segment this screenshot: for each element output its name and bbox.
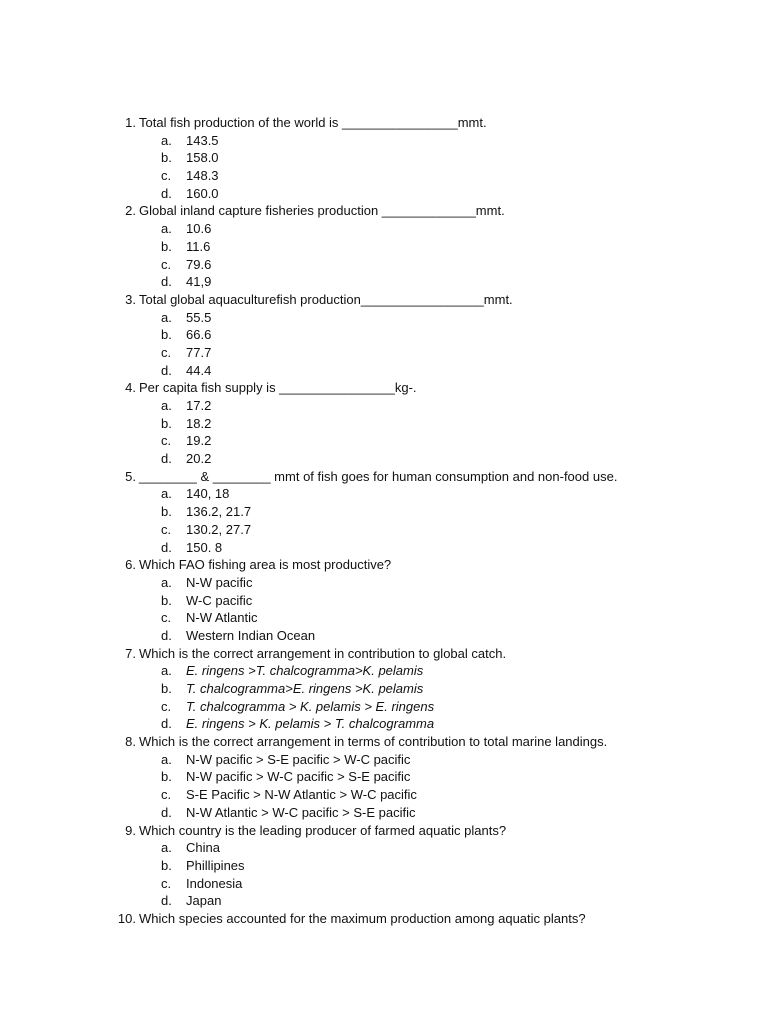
option-text: 148.3 — [186, 168, 219, 184]
option-text: Indonesia — [186, 875, 243, 891]
option-text: 18.2 — [186, 415, 212, 431]
question-number: 1. — [125, 115, 136, 130]
option-letter: d. — [161, 539, 172, 555]
question-text: Which species accounted for the maximum production among aquatic plants? — [139, 910, 586, 926]
answer-option — [0, 432, 768, 450]
option-letter: d. — [161, 893, 172, 909]
answer-option — [0, 149, 768, 167]
option-text: 17.2 — [186, 398, 212, 413]
option-text: N-W Atlantic — [186, 610, 258, 626]
question-6 — [0, 556, 768, 574]
option-letter: b. — [161, 857, 172, 873]
question-text: Which country is the leading producer of farmed aquatic plants? — [139, 822, 507, 838]
option-letter: b. — [161, 504, 172, 520]
option-letter: b. — [161, 327, 172, 343]
question-number: 6. — [125, 557, 136, 573]
option-letter: c. — [161, 698, 172, 714]
answer-option — [0, 715, 768, 733]
answer-option — [0, 167, 768, 185]
option-letter: d. — [161, 451, 172, 467]
answer-option — [0, 574, 768, 592]
option-text: 55.5 — [186, 309, 212, 325]
option-text: T. chalcogramma>E. ringens >K. pelamis — [186, 681, 424, 696]
option-letter: c. — [161, 344, 172, 360]
answer-option — [0, 627, 768, 645]
question-number: 5. — [125, 468, 136, 484]
option-letter: a. — [161, 221, 172, 237]
answer-option — [0, 768, 768, 786]
option-letter: c. — [161, 610, 172, 626]
option-letter: a. — [161, 309, 172, 325]
answer-option — [0, 804, 768, 822]
question-text: Total fish production of the world is ________________mmt. — [139, 115, 487, 130]
question-2 — [0, 202, 768, 220]
answer-option — [0, 309, 768, 327]
option-text: 158.0 — [186, 150, 219, 166]
question-text: ________ & ________ mmt of fish goes for human consumption and non-food use. — [139, 468, 618, 484]
option-text: 44.4 — [186, 362, 212, 378]
option-letter: b. — [161, 238, 172, 254]
question-number: 9. — [125, 822, 136, 838]
option-letter: d. — [161, 627, 172, 643]
option-letter: c. — [161, 256, 172, 272]
question-text: Total global aquaculturefish production_________________mmt. — [139, 291, 513, 307]
answer-option — [0, 839, 768, 857]
question-4 — [0, 379, 768, 397]
answer-option — [0, 521, 768, 539]
option-letter: a. — [161, 132, 172, 148]
option-letter: b. — [161, 769, 172, 785]
answer-option — [0, 786, 768, 804]
answer-option — [0, 857, 768, 875]
option-text: 79.6 — [186, 256, 212, 272]
option-text: 150. 8 — [186, 539, 223, 555]
answer-option — [0, 344, 768, 362]
option-text: 66.6 — [186, 327, 212, 343]
question-10 — [0, 910, 768, 928]
option-text: 136.2, 21.7 — [186, 504, 252, 520]
answer-option — [0, 892, 768, 910]
option-text: E. ringens > K. pelamis > T. chalcogramma — [186, 716, 435, 732]
question-5 — [0, 468, 768, 486]
answer-option — [0, 698, 768, 716]
answer-option — [0, 220, 768, 238]
question-9 — [0, 822, 768, 840]
option-text: 143.5 — [186, 132, 219, 148]
option-text: N-W pacific — [186, 574, 253, 590]
answer-option — [0, 362, 768, 380]
answer-option — [0, 415, 768, 433]
question-number: 3. — [125, 291, 136, 307]
option-letter: b. — [161, 415, 172, 431]
option-text: Western Indian Ocean — [186, 627, 316, 643]
question-number: 7. — [125, 645, 136, 661]
option-text: N-W pacific > W-C pacific > S-E pacific — [186, 769, 411, 785]
question-number: 10. — [117, 910, 136, 926]
answer-option — [0, 397, 768, 415]
question-3 — [0, 291, 768, 309]
option-letter: c. — [161, 875, 172, 891]
option-letter: b. — [161, 592, 172, 608]
option-letter: a. — [161, 840, 172, 856]
option-text: N-W Atlantic > W-C pacific > S-E pacific — [186, 804, 416, 820]
answer-option — [0, 539, 768, 557]
question-8 — [0, 733, 768, 751]
option-letter: a. — [161, 398, 172, 413]
option-text: 11.6 — [186, 238, 211, 254]
question-text: Which is the correct arrangement in terms of contribution to total marine landings. — [139, 734, 608, 750]
option-text: W-C pacific — [186, 592, 253, 608]
question-1 — [0, 114, 768, 132]
option-letter: d. — [161, 716, 172, 732]
option-text: E. ringens >T. chalcogramma>K. pelamis — [186, 663, 424, 679]
option-letter: d. — [161, 362, 172, 378]
answer-option — [0, 609, 768, 627]
question-text: Which is the correct arrangement in contribution to global catch. — [139, 645, 507, 661]
option-letter: b. — [161, 150, 172, 166]
option-text: N-W pacific > S-E pacific > W-C pacific — [186, 751, 411, 767]
answer-option — [0, 273, 768, 291]
option-text: China — [186, 840, 220, 856]
answer-option — [0, 662, 768, 680]
answer-option — [0, 485, 768, 503]
option-letter: a. — [161, 751, 172, 767]
question-number: 8. — [125, 734, 136, 750]
option-letter: a. — [161, 663, 172, 679]
option-letter: c. — [161, 521, 172, 537]
answer-option — [0, 875, 768, 893]
question-number: 4. — [125, 380, 136, 396]
option-letter: d. — [161, 274, 172, 290]
answer-option — [0, 326, 768, 344]
option-text: 41,9 — [186, 274, 212, 290]
question-list — [0, 114, 768, 928]
option-text: 130.2, 27.7 — [186, 521, 252, 537]
option-letter: a. — [161, 486, 172, 502]
option-text: Japan — [186, 893, 222, 909]
option-text: T. chalcogramma > K. pelamis > E. ringens — [186, 698, 435, 714]
option-text: S-E Pacific > N-W Atlantic > W-C pacific — [186, 787, 417, 803]
option-letter: a. — [161, 574, 172, 590]
option-text: 140, 18 — [186, 486, 230, 502]
option-letter: d. — [161, 185, 172, 201]
question-text: Per capita fish supply is ________________kg-. — [139, 380, 417, 396]
question-text: Global inland capture fisheries production _____________mmt. — [139, 203, 505, 219]
answer-option — [0, 751, 768, 769]
option-text: 77.7 — [186, 344, 212, 360]
question-text: Which FAO fishing area is most productive? — [139, 557, 392, 573]
option-letter: b. — [161, 681, 172, 696]
question-number: 2. — [125, 203, 136, 219]
answer-option — [0, 238, 768, 256]
answer-option — [0, 503, 768, 521]
answer-option — [0, 185, 768, 203]
option-text: 19.2 — [186, 433, 212, 449]
option-letter: c. — [161, 787, 172, 803]
option-letter: c. — [161, 433, 172, 449]
option-text: 20.2 — [186, 451, 212, 467]
option-text: Phillipines — [186, 857, 245, 873]
option-text: 10.6 — [186, 221, 212, 237]
answer-option — [0, 450, 768, 468]
answer-option — [0, 592, 768, 610]
question-7 — [0, 645, 768, 663]
option-text: 160.0 — [186, 185, 219, 201]
option-letter: c. — [161, 168, 172, 184]
answer-option — [0, 680, 768, 698]
answer-option — [0, 256, 768, 274]
answer-option — [0, 132, 768, 150]
option-letter: d. — [161, 804, 172, 820]
